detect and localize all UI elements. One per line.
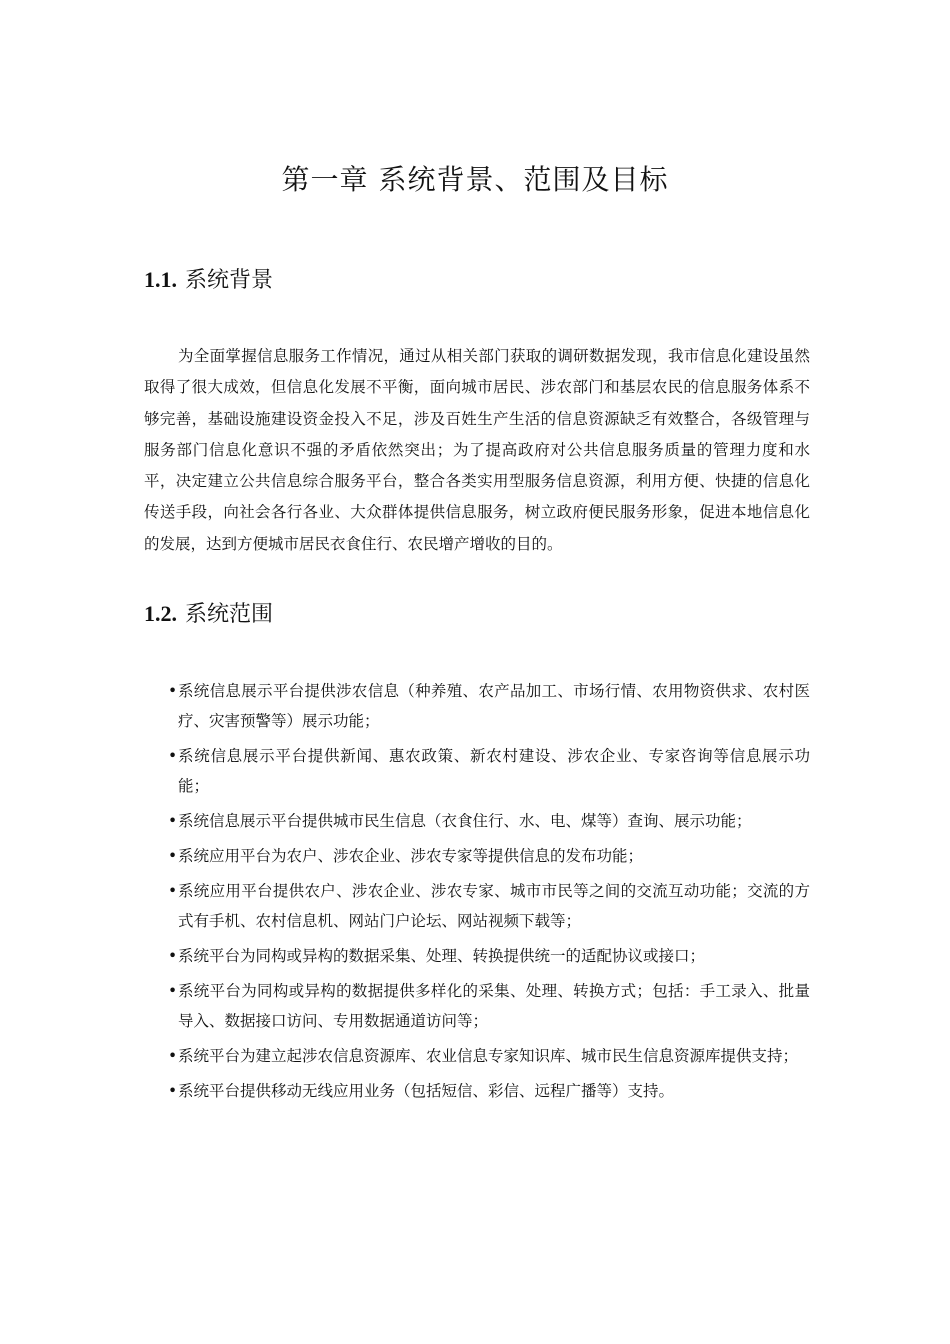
list-item bbox=[166, 841, 810, 871]
chapter-title: 第一章 系统背景、范围及目标 bbox=[281, 163, 669, 196]
list-item bbox=[166, 941, 810, 971]
section-heading-background bbox=[144, 264, 273, 297]
list-item-text: 系统平台为建立起涉农信息资源库、农业信息专家知识库、城市民生信息资源库提供支持； bbox=[178, 1047, 799, 1065]
section-heading-scope bbox=[144, 598, 273, 631]
bullet-icon: • bbox=[168, 682, 178, 700]
list-item bbox=[166, 741, 810, 801]
section-number: 1.1. bbox=[144, 267, 177, 292]
background-paragraph: 为全面掌握信息服务工作情况，通过从相关部门获取的调研数据发现，我市信息化建设虽然取得了很大成效，但信息化发展不平衡，面向城市居民、涉农部门和基层农民的信息服务体系不够完善，基础设施建设资金投入不足，涉及百姓生产生活的信息资源缺乏有效整合，各级管理与服务部门信息化意识不强的矛盾依然突出；为了提高政府对公共信息服务质量的管理力度和水平，决定建立公共信息综合服务平台，整合各类实用型服务信息资源，利用方便、快捷的信息化传送手段，向社会各行各业、大众群体提供信息服务，树立政府便民服务形象，促进本地信息化的发展，达到方便城市居民衣食住行、农民增产增收的目的。 bbox=[144, 347, 810, 553]
bullet-icon: • bbox=[168, 1082, 178, 1100]
bullet-icon: • bbox=[168, 847, 178, 865]
scope-list bbox=[166, 676, 810, 1111]
bullet-icon: • bbox=[168, 1047, 178, 1065]
list-item-text: 系统应用平台提供农户、涉农企业、涉农专家、城市市民等之间的交流互动功能；交流的方式有手机、农村信息机、网站门户论坛、网站视频下载等； bbox=[178, 882, 810, 930]
bullet-icon: • bbox=[168, 882, 178, 900]
list-item bbox=[166, 806, 810, 836]
list-item bbox=[166, 976, 810, 1036]
list-item-text: 系统信息展示平台提供新闻、惠农政策、新农村建设、涉农企业、专家咨询等信息展示功能； bbox=[178, 747, 810, 795]
bullet-icon: • bbox=[168, 747, 178, 765]
list-item-text: 系统平台为同构或异构的数据提供多样化的采集、处理、转换方式；包括：手工录入、批量导入、数据接口访问、专用数据通道访问等； bbox=[178, 982, 810, 1030]
section-title: 系统范围 bbox=[185, 602, 274, 627]
list-item-text: 系统信息展示平台提供涉农信息（种养殖、农产品加工、市场行情、农用物资供求、农村医疗、灾害预警等）展示功能； bbox=[178, 682, 810, 730]
list-item-text: 系统平台提供移动无线应用业务（包括短信、彩信、远程广播等）支持。 bbox=[178, 1082, 675, 1100]
list-item bbox=[166, 676, 810, 736]
list-item-text: 系统应用平台为农户、涉农企业、涉农专家等提供信息的发布功能； bbox=[178, 847, 644, 865]
list-item bbox=[166, 876, 810, 936]
bullet-icon: • bbox=[168, 982, 178, 1000]
bullet-icon: • bbox=[168, 812, 178, 830]
section-number: 1.2. bbox=[144, 601, 177, 626]
section-title: 系统背景 bbox=[185, 268, 274, 293]
bullet-icon: • bbox=[168, 947, 178, 965]
list-item-text: 系统平台为同构或异构的数据采集、处理、转换提供统一的适配协议或接口； bbox=[178, 947, 706, 965]
list-item bbox=[166, 1076, 810, 1106]
list-item bbox=[166, 1041, 810, 1071]
list-item-text: 系统信息展示平台提供城市民生信息（衣食住行、水、电、煤等）查询、展示功能； bbox=[178, 812, 752, 830]
